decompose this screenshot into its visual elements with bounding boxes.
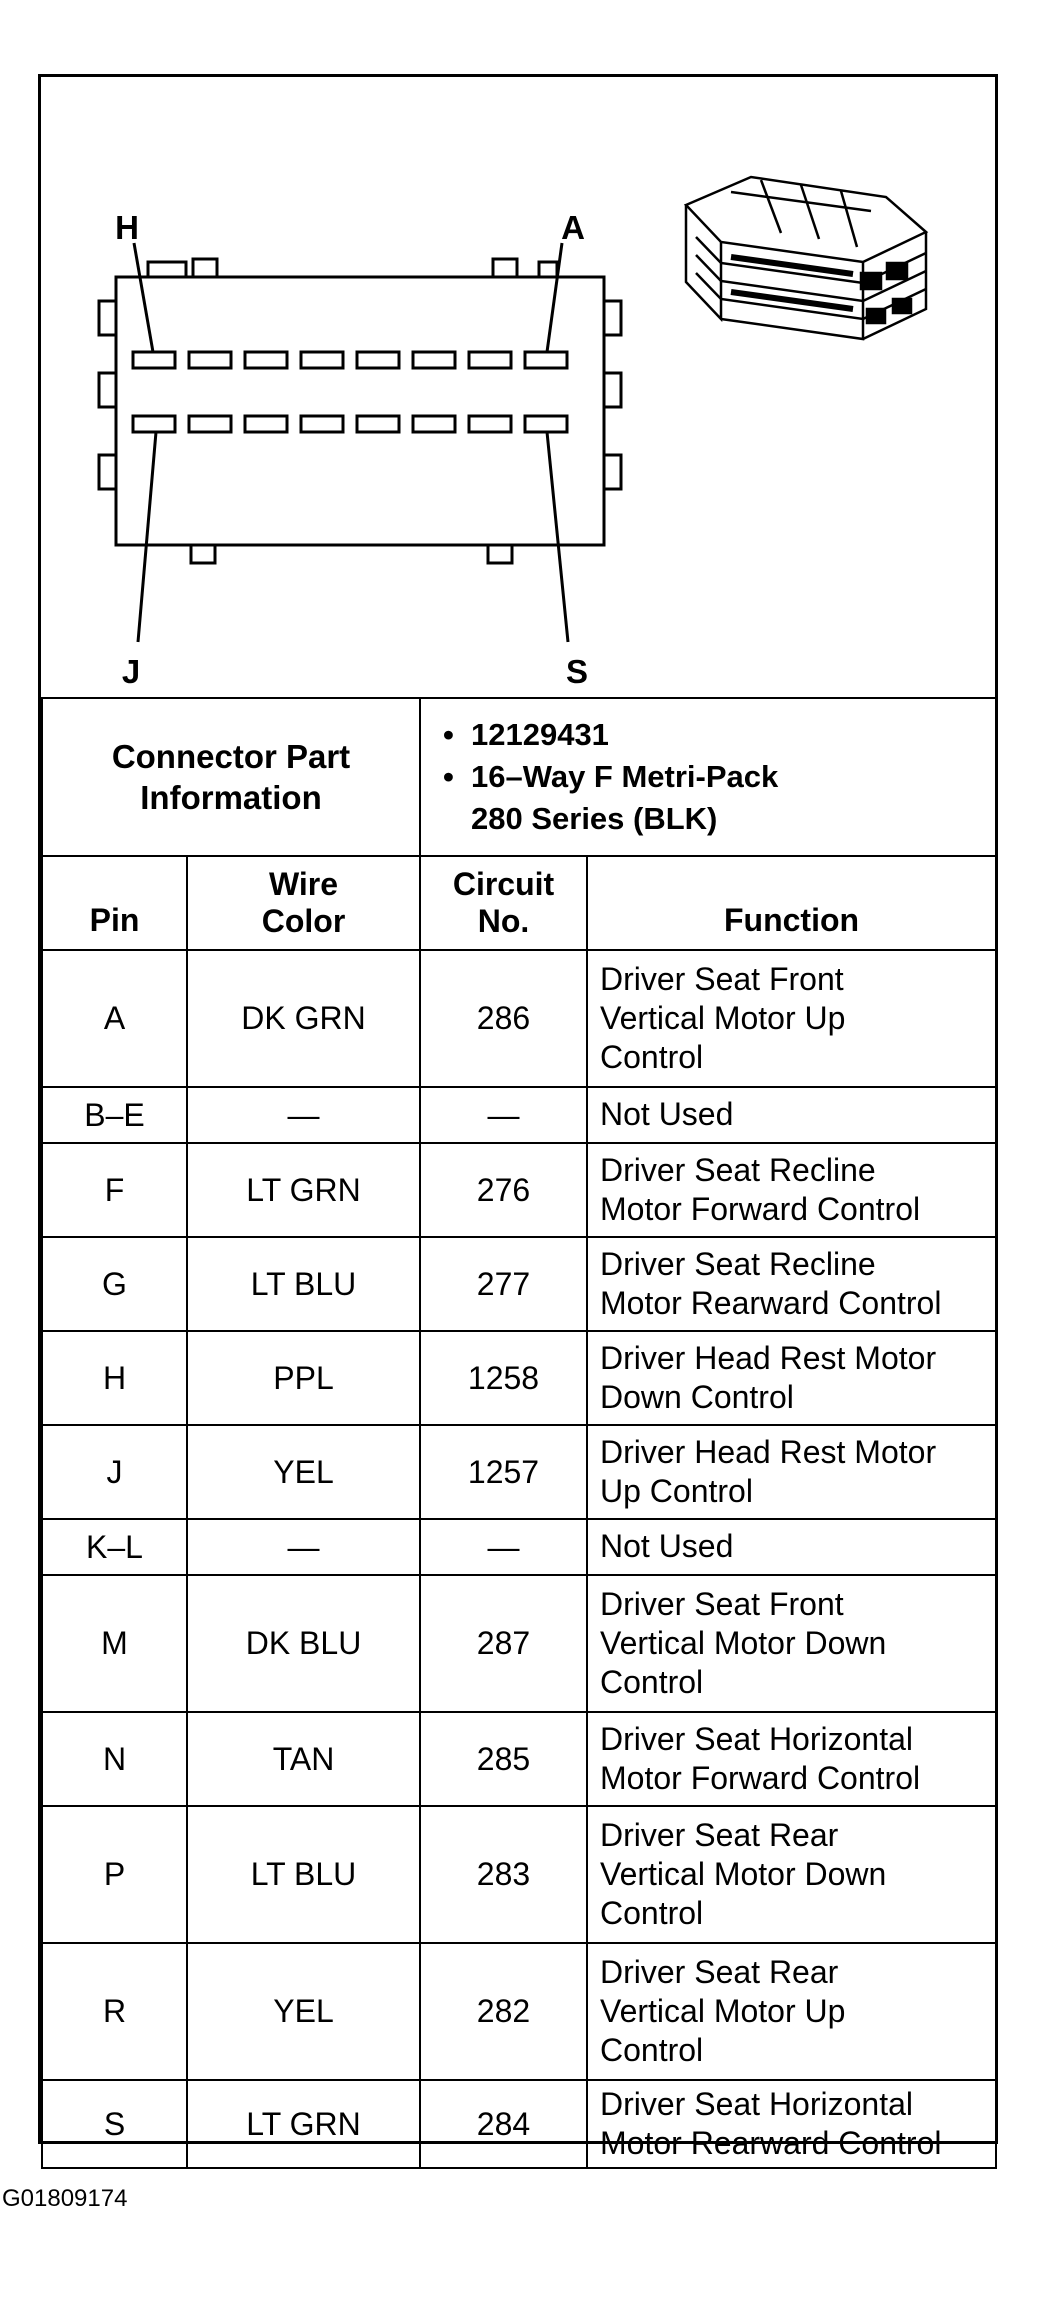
function-line: Control	[600, 1664, 704, 1701]
pin-cell: P	[42, 1806, 187, 1943]
table-row	[42, 1575, 996, 1712]
pin-cell: F	[42, 1143, 187, 1237]
pin-table	[41, 697, 997, 2169]
function-line: Not Used	[600, 1528, 734, 1565]
column-header-pin: Pin	[42, 856, 187, 950]
table-row	[42, 2080, 996, 2168]
function-cell	[587, 950, 996, 1087]
function-line: Driver Seat Recline	[600, 1245, 876, 1282]
circuit-cell: 285	[420, 1712, 587, 1806]
top-tab-right	[493, 259, 517, 277]
function-line: Vertical Motor Up	[600, 999, 846, 1036]
column-header-circuit-line2: No.	[477, 903, 530, 939]
pin-cell: S	[42, 2080, 187, 2168]
function-line: Driver Head Rest Motor	[600, 1433, 937, 1470]
column-header-row	[42, 856, 996, 950]
right-lug-1	[604, 301, 621, 335]
wire-color-cell: LT GRN	[187, 1143, 420, 1237]
right-lug-2	[604, 373, 621, 407]
connector-info-label	[42, 698, 420, 856]
wire-color-cell: —	[187, 1519, 420, 1575]
function-cell	[587, 1943, 996, 2080]
connector-description-line1: 16–Way F Metri-Pack	[471, 759, 779, 795]
pin-label-s: S	[565, 653, 589, 690]
connector-info-label-line1: Connector Part	[111, 737, 351, 775]
leader-line-h	[134, 243, 153, 352]
connector-part-number-text: 12129431	[471, 717, 609, 753]
wire-color-cell: TAN	[187, 1712, 420, 1806]
column-header-wire-color-line1: Wire	[268, 866, 339, 903]
wire-color-cell: DK BLU	[187, 1575, 420, 1712]
column-header-wire-color	[187, 856, 420, 950]
connector-info-values	[420, 698, 996, 856]
function-line: Vertical Motor Down	[600, 1624, 887, 1661]
wire-color-cell: —	[187, 1087, 420, 1143]
pin-cell: K–L	[42, 1519, 187, 1575]
function-cell	[587, 1519, 996, 1575]
table-row	[42, 1237, 996, 1331]
wire-color-cell: LT BLU	[187, 1806, 420, 1943]
wire-color-cell: YEL	[187, 1425, 420, 1519]
connector-description-line2: 280 Series (BLK)	[471, 800, 718, 836]
right-lug-3	[604, 455, 621, 489]
bottom-row-pin-slots	[133, 416, 567, 432]
function-line: Motor Forward Control	[600, 1760, 921, 1796]
connector-table-frame	[38, 74, 998, 2161]
top-latch-left	[148, 262, 186, 277]
left-lug-1	[99, 301, 116, 335]
function-cell	[587, 1712, 996, 1806]
top-latch-right	[539, 262, 557, 277]
column-header-circuit	[420, 856, 587, 950]
function-cell	[587, 1143, 996, 1237]
table-row	[42, 1331, 996, 1425]
bottom-tab-left	[191, 545, 215, 563]
function-line: Control	[600, 2032, 704, 2069]
connector-diagram	[41, 77, 995, 697]
function-line: Up Control	[600, 1473, 753, 1509]
circuit-cell: 287	[420, 1575, 587, 1712]
wire-color-cell: LT GRN	[187, 2080, 420, 2168]
function-line: Driver Head Rest Motor	[600, 1339, 937, 1376]
function-line: Driver Seat Rear	[600, 1953, 839, 1990]
function-cell	[587, 1425, 996, 1519]
table-row	[42, 1519, 996, 1575]
circuit-cell: 283	[420, 1806, 587, 1943]
wire-color-cell: LT BLU	[187, 1237, 420, 1331]
connector-description	[443, 756, 995, 798]
pin-cell: N	[42, 1712, 187, 1806]
circuit-cell: 1257	[420, 1425, 587, 1519]
connector-info-label-line2: Information	[140, 779, 322, 816]
function-cell	[587, 2080, 996, 2168]
pin-cell: H	[42, 1331, 187, 1425]
circuit-cell: —	[420, 1087, 587, 1143]
pin-cell: J	[42, 1425, 187, 1519]
connector-info-row	[42, 698, 996, 856]
circuit-cell: 276	[420, 1143, 587, 1237]
function-cell	[587, 1806, 996, 1943]
left-lug-3	[99, 455, 116, 489]
pin-cell: M	[42, 1575, 187, 1712]
table-row	[42, 1806, 996, 1943]
table-row	[42, 1712, 996, 1806]
function-line: Driver Seat Recline	[600, 1151, 876, 1188]
connector-body	[116, 277, 604, 545]
top-tab-left	[193, 259, 217, 277]
pin-cell: B–E	[42, 1087, 187, 1143]
pin-cell: G	[42, 1237, 187, 1331]
table-row	[42, 1143, 996, 1237]
column-header-function: Function	[587, 856, 996, 950]
connector-part-number	[443, 714, 995, 756]
column-header-wire-color-line2: Color	[261, 903, 346, 939]
function-cell	[587, 1331, 996, 1425]
function-cell	[587, 1575, 996, 1712]
circuit-cell: 1258	[420, 1331, 587, 1425]
function-line: Driver Seat Front	[600, 960, 844, 997]
pin-label-a: A	[561, 209, 585, 246]
function-line: Vertical Motor Down	[600, 1855, 887, 1892]
function-line: Motor Forward Control	[600, 1191, 921, 1227]
bottom-tab-right	[488, 545, 512, 563]
function-line: Vertical Motor Up	[600, 1992, 846, 2029]
bullet-icon: •	[443, 759, 454, 795]
function-cell	[587, 1237, 996, 1331]
function-line: Motor Rearward Control	[600, 1285, 942, 1321]
pin-cell: A	[42, 950, 187, 1087]
function-line: Control	[600, 1039, 704, 1076]
function-line: Control	[600, 1895, 704, 1932]
top-row-pin-slots	[133, 352, 567, 368]
pin-label-h: H	[115, 209, 139, 246]
function-line: Driver Seat Horizontal	[600, 2085, 913, 2122]
table-row	[42, 950, 996, 1087]
function-line: Motor Rearward Control	[600, 2125, 942, 2161]
function-cell	[587, 1087, 996, 1143]
circuit-cell: 282	[420, 1943, 587, 2080]
leader-line-a	[547, 243, 562, 352]
circuit-cell: 277	[420, 1237, 587, 1331]
wire-color-cell: DK GRN	[187, 950, 420, 1087]
function-line: Not Used	[600, 1096, 734, 1133]
leader-line-s	[547, 432, 568, 642]
pin-cell: R	[42, 1943, 187, 2080]
wire-color-cell: PPL	[187, 1331, 420, 1425]
column-header-circuit-line1: Circuit	[452, 866, 555, 903]
connector-3d-illustration	[686, 177, 926, 339]
wire-color-cell: YEL	[187, 1943, 420, 2080]
table-row	[42, 1943, 996, 2080]
circuit-cell: 286	[420, 950, 587, 1087]
function-line: Driver Seat Front	[600, 1585, 844, 1622]
figure-caption: G01809174	[2, 2185, 128, 2212]
bullet-icon: •	[443, 717, 454, 753]
circuit-cell: 284	[420, 2080, 587, 2168]
function-line: Driver Seat Horizontal	[600, 1720, 913, 1757]
leader-line-j	[138, 432, 156, 642]
function-line: Down Control	[600, 1379, 794, 1415]
function-line: Driver Seat Rear	[600, 1816, 839, 1853]
pin-label-j: J	[121, 653, 141, 690]
circuit-cell: —	[420, 1519, 587, 1575]
table-row	[42, 1425, 996, 1519]
left-lug-2	[99, 373, 116, 407]
table-row	[42, 1087, 996, 1143]
